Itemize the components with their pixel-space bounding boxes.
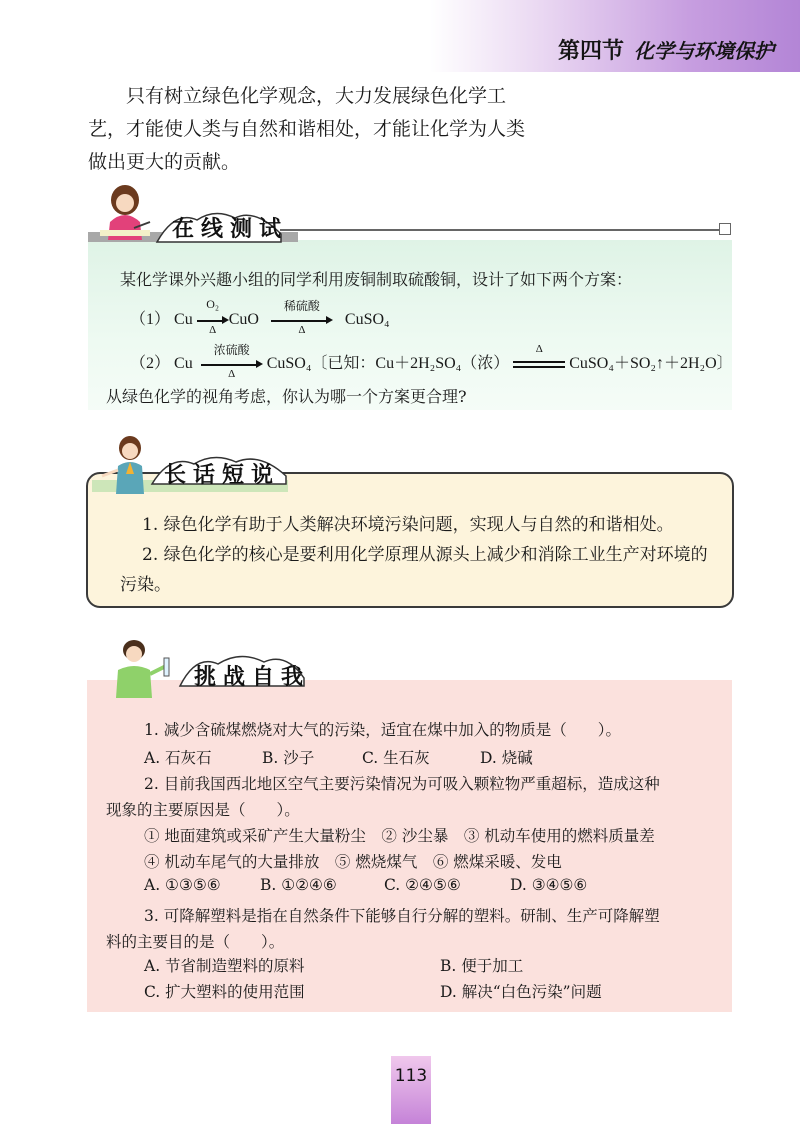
q1-option-c: C. 生石灰	[362, 749, 430, 767]
question-2-line-2: 现象的主要原因是（ ）。	[106, 801, 300, 819]
q3-option-b: B. 便于加工	[440, 957, 524, 975]
boy-test-tube-illustration	[94, 636, 178, 702]
equals-heat: Δ	[535, 343, 543, 356]
q2-option-a: A. ①③⑤⑥	[144, 876, 221, 894]
q1-option-a: A. 石灰石	[144, 749, 212, 767]
arrow-2-condition: 稀硫酸	[283, 299, 320, 314]
summary-title: 长话短说	[164, 463, 281, 488]
q3-option-d: D. 解决“白色污染”问题	[440, 983, 602, 1001]
plan-1-arrow-2	[271, 299, 333, 337]
plan-2-reactant: Cu	[174, 355, 193, 372]
plan-1	[130, 297, 390, 337]
intro-paragraph: 只有树立绿色化学观念，大力发展绿色化学工艺，才能使人类与自然和谐相处，才能让化学为人类做出更大的贡献。	[88, 85, 526, 173]
plan-2-arrow	[201, 343, 263, 381]
plan-2	[130, 343, 733, 381]
question-1: 1. 减少含硫煤燃烧对大气的污染，适宜在煤中加入的物质是（ ）。	[144, 721, 621, 739]
arrow-2-heat: Δ	[298, 324, 306, 337]
q2-statements-1: ① 地面建筑或采矿产生大量粉尘 ② 沙尘暴 ③ 机动车使用的燃料质量差	[144, 827, 655, 845]
arrow-1-condition: O₂	[206, 297, 220, 312]
plan-2-products: CuSO₄＋SO₂↑＋2H₂O〕	[569, 355, 733, 372]
plan-1-arrow-1	[197, 297, 229, 337]
plan-1-reactant: Cu	[174, 311, 193, 328]
girl-writing-illustration	[92, 178, 158, 244]
chapter-header	[558, 34, 774, 65]
banner-line	[280, 229, 720, 231]
summary-points	[120, 510, 720, 600]
plan-1-number: （1）	[130, 311, 171, 328]
q2-option-c: C. ②④⑤⑥	[384, 876, 461, 894]
arrow-1-heat: Δ	[209, 324, 217, 337]
section-number: 第四节	[557, 39, 624, 64]
q2-statements-2: ④ 机动车尾气的大量排放 ⑤ 燃烧煤气 ⑥ 燃煤采暖、发电	[144, 853, 562, 871]
plan-1-product: CuSO₄	[344, 311, 390, 328]
q3-option-a: A. 节省制造塑料的原料	[144, 957, 305, 975]
question-3-line-2: 料的主要目的是（ ）。	[106, 933, 285, 951]
plan-2-arrow-condition: 浓硫酸	[213, 343, 250, 358]
online-test-question: 某化学课外兴趣小组的同学利用废铜制取硫酸铜，设计了如下两个方案：	[120, 270, 633, 289]
q2-option-b: B. ①②④⑥	[260, 876, 337, 894]
q2-option-d: D. ③④⑤⑥	[510, 876, 588, 894]
summary-point-2: 2. 绿色化学的核心是要利用化学原理从源头上减少和消除工业生产对环境的污染。	[120, 545, 708, 595]
challenge-title: 挑战自我	[194, 665, 311, 690]
page-number: 113	[394, 1066, 428, 1086]
section-title: 化学与环境保护	[634, 39, 774, 63]
question-2-line-1: 2. 目前我国西北地区空气主要污染情况为可吸入颗粒物严重超标，造成这种	[144, 775, 660, 793]
question-3-line-1: 3. 可降解塑料是指在自然条件下能够自行分解的塑料。研制、生产可降解塑	[144, 907, 660, 925]
online-test-title: 在线测试	[172, 217, 289, 242]
q3-option-c: C. 扩大塑料的使用范围	[144, 983, 305, 1001]
summary-point-1: 1. 绿色化学有助于人类解决环境污染问题，实现人与自然的和谐相处。	[142, 515, 674, 535]
plan-2-arrow-heat: Δ	[228, 368, 236, 381]
plan-2-known-equation: CuSO₄〔已知：Cu＋2H₂SO₄（浓）	[266, 355, 510, 372]
online-test-ask: 从绿色化学的视角考虑，你认为哪一个方案更合理?	[106, 387, 467, 406]
banner-square-icon	[719, 223, 731, 235]
plan-2-number: （2）	[130, 355, 171, 372]
plan-1-intermediate: CuO	[228, 311, 259, 328]
q1-option-d: D. 烧碱	[480, 749, 533, 767]
equals-sign	[513, 343, 565, 371]
q1-option-b: B. 沙子	[262, 749, 315, 767]
